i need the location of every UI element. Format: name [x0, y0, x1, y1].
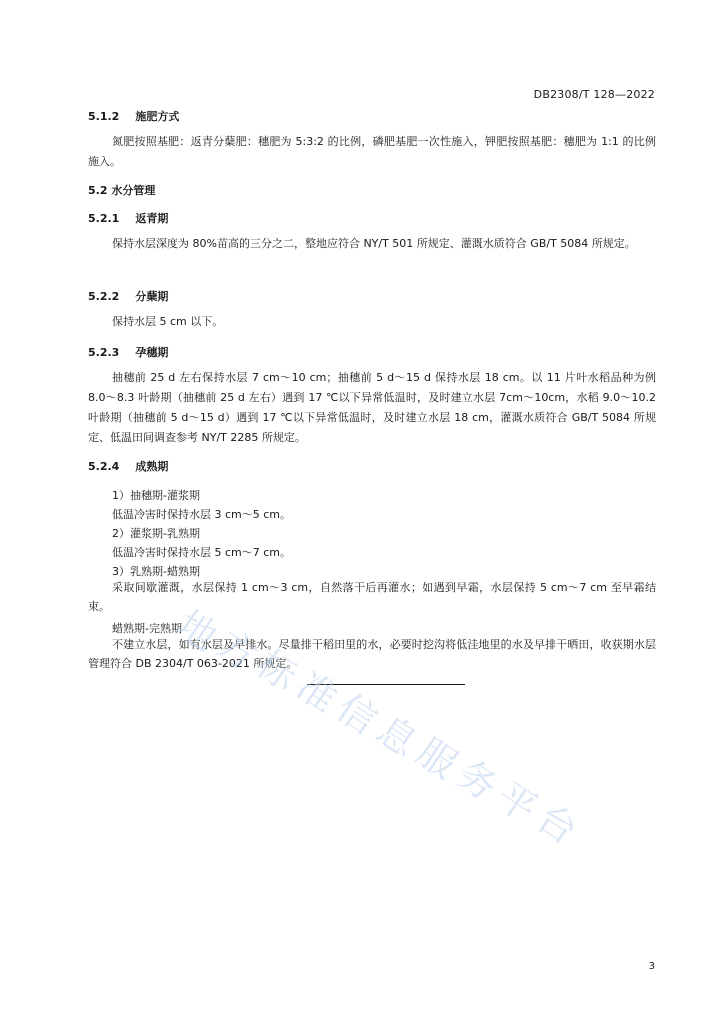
watermark-char: 台	[528, 795, 586, 854]
heading-number: 5.2.2	[88, 290, 120, 303]
heading-title: 分蘖期	[135, 290, 169, 303]
heading-number: 5.2.4	[88, 460, 120, 473]
heading-5-2-4	[88, 458, 168, 474]
watermark-char: 息	[368, 707, 426, 766]
heading-number: 5.1.2	[88, 110, 120, 123]
heading-5-2: 5.2 水分管理	[88, 184, 156, 197]
heading-title: 施肥方式	[135, 110, 180, 123]
heading-title: 孕穗期	[135, 346, 169, 359]
list-item-4-text: 不建立水层，如有水层及早排水。尽量排干稻田里的水，必要时挖沟将低洼地里的水及早排干晒田，收获期水层管理符合 DB 2304/T 063-2021 所规定。	[88, 638, 656, 670]
list-item-4: 蜡熟期-完熟期	[112, 622, 182, 635]
list-item-2: 2）灌浆期-乳熟期	[112, 527, 200, 540]
list-item-2-text: 低温冷害时保持水层 5 cm～7 cm。	[112, 546, 292, 559]
heading-5-2-3	[88, 344, 168, 360]
watermark-char: 信	[328, 685, 386, 744]
heading-number: 5.2.1	[88, 212, 120, 225]
paragraph-green-stage: 保持水层深度为 80%苗高的三分之二，整地应符合 NY/T 501 所规定、灌溉水质符合 GB/T 5084 所规定。	[112, 237, 636, 250]
list-item-3: 3）乳熟期-蜡熟期	[112, 565, 200, 578]
list-item-1-text: 低温冷害时保持水层 3 cm～5 cm。	[112, 508, 292, 521]
watermark-char: 标	[248, 641, 306, 700]
paragraph-fertilization: 氮肥按照基肥：返青分蘖肥：穗肥为 5:3:2 的比例，磷肥基肥一次性施入，钾肥按照基肥：穗肥为 1:1 的比例施入。	[88, 135, 656, 168]
watermark-char: 地	[168, 601, 226, 660]
watermark-char: 务	[448, 751, 506, 810]
end-rule	[307, 684, 465, 685]
list-item-1: 1）抽穗期-灌浆期	[112, 489, 200, 502]
heading-5-2-1	[88, 210, 168, 226]
watermark-char: 准	[288, 663, 346, 722]
document-code: DB2308/T 128—2022	[533, 88, 655, 101]
paragraph-tillering-stage: 保持水层 5 cm 以下。	[112, 315, 224, 328]
list-item-3-text: 采取间歇灌溉，水层保持 1 cm～3 cm，自然落干后再灌水；如遇到早霜，水层保持 5 cm～7 cm 至早霜结束。	[88, 581, 656, 613]
page-number: 3	[648, 961, 655, 972]
heading-5-1-2	[88, 108, 179, 124]
heading-title: 成熟期	[135, 460, 169, 473]
watermark-char: 方	[208, 621, 266, 680]
heading-number: 5.2.3	[88, 346, 120, 359]
watermark-char: 平	[488, 773, 546, 832]
heading-title: 返青期	[135, 212, 169, 225]
paragraph-booting-stage: 抽穗前 25 d 左右保持水层 7 cm～10 cm；抽穗前 5 d～15 d 保持水层 18 cm。以 11 片叶水稻品种为例 8.0～8.3 叶龄期（抽穗前 25 d 左右）遇到 17 ℃以下异常低温时，及时建立水层 7cm～10cm，水稻 9.0～10.2 叶龄期（抽穗前 5 d～15 d）遇到 17 ℃以下异常低温时，及时建立水层 18 cm，灌溉水质符合 GB/T 5084 所规定、低温田间调查参考 NY/T 2285 所规定。	[88, 371, 656, 444]
heading-5-2-2	[88, 288, 168, 304]
watermark-char: 服	[408, 729, 466, 788]
